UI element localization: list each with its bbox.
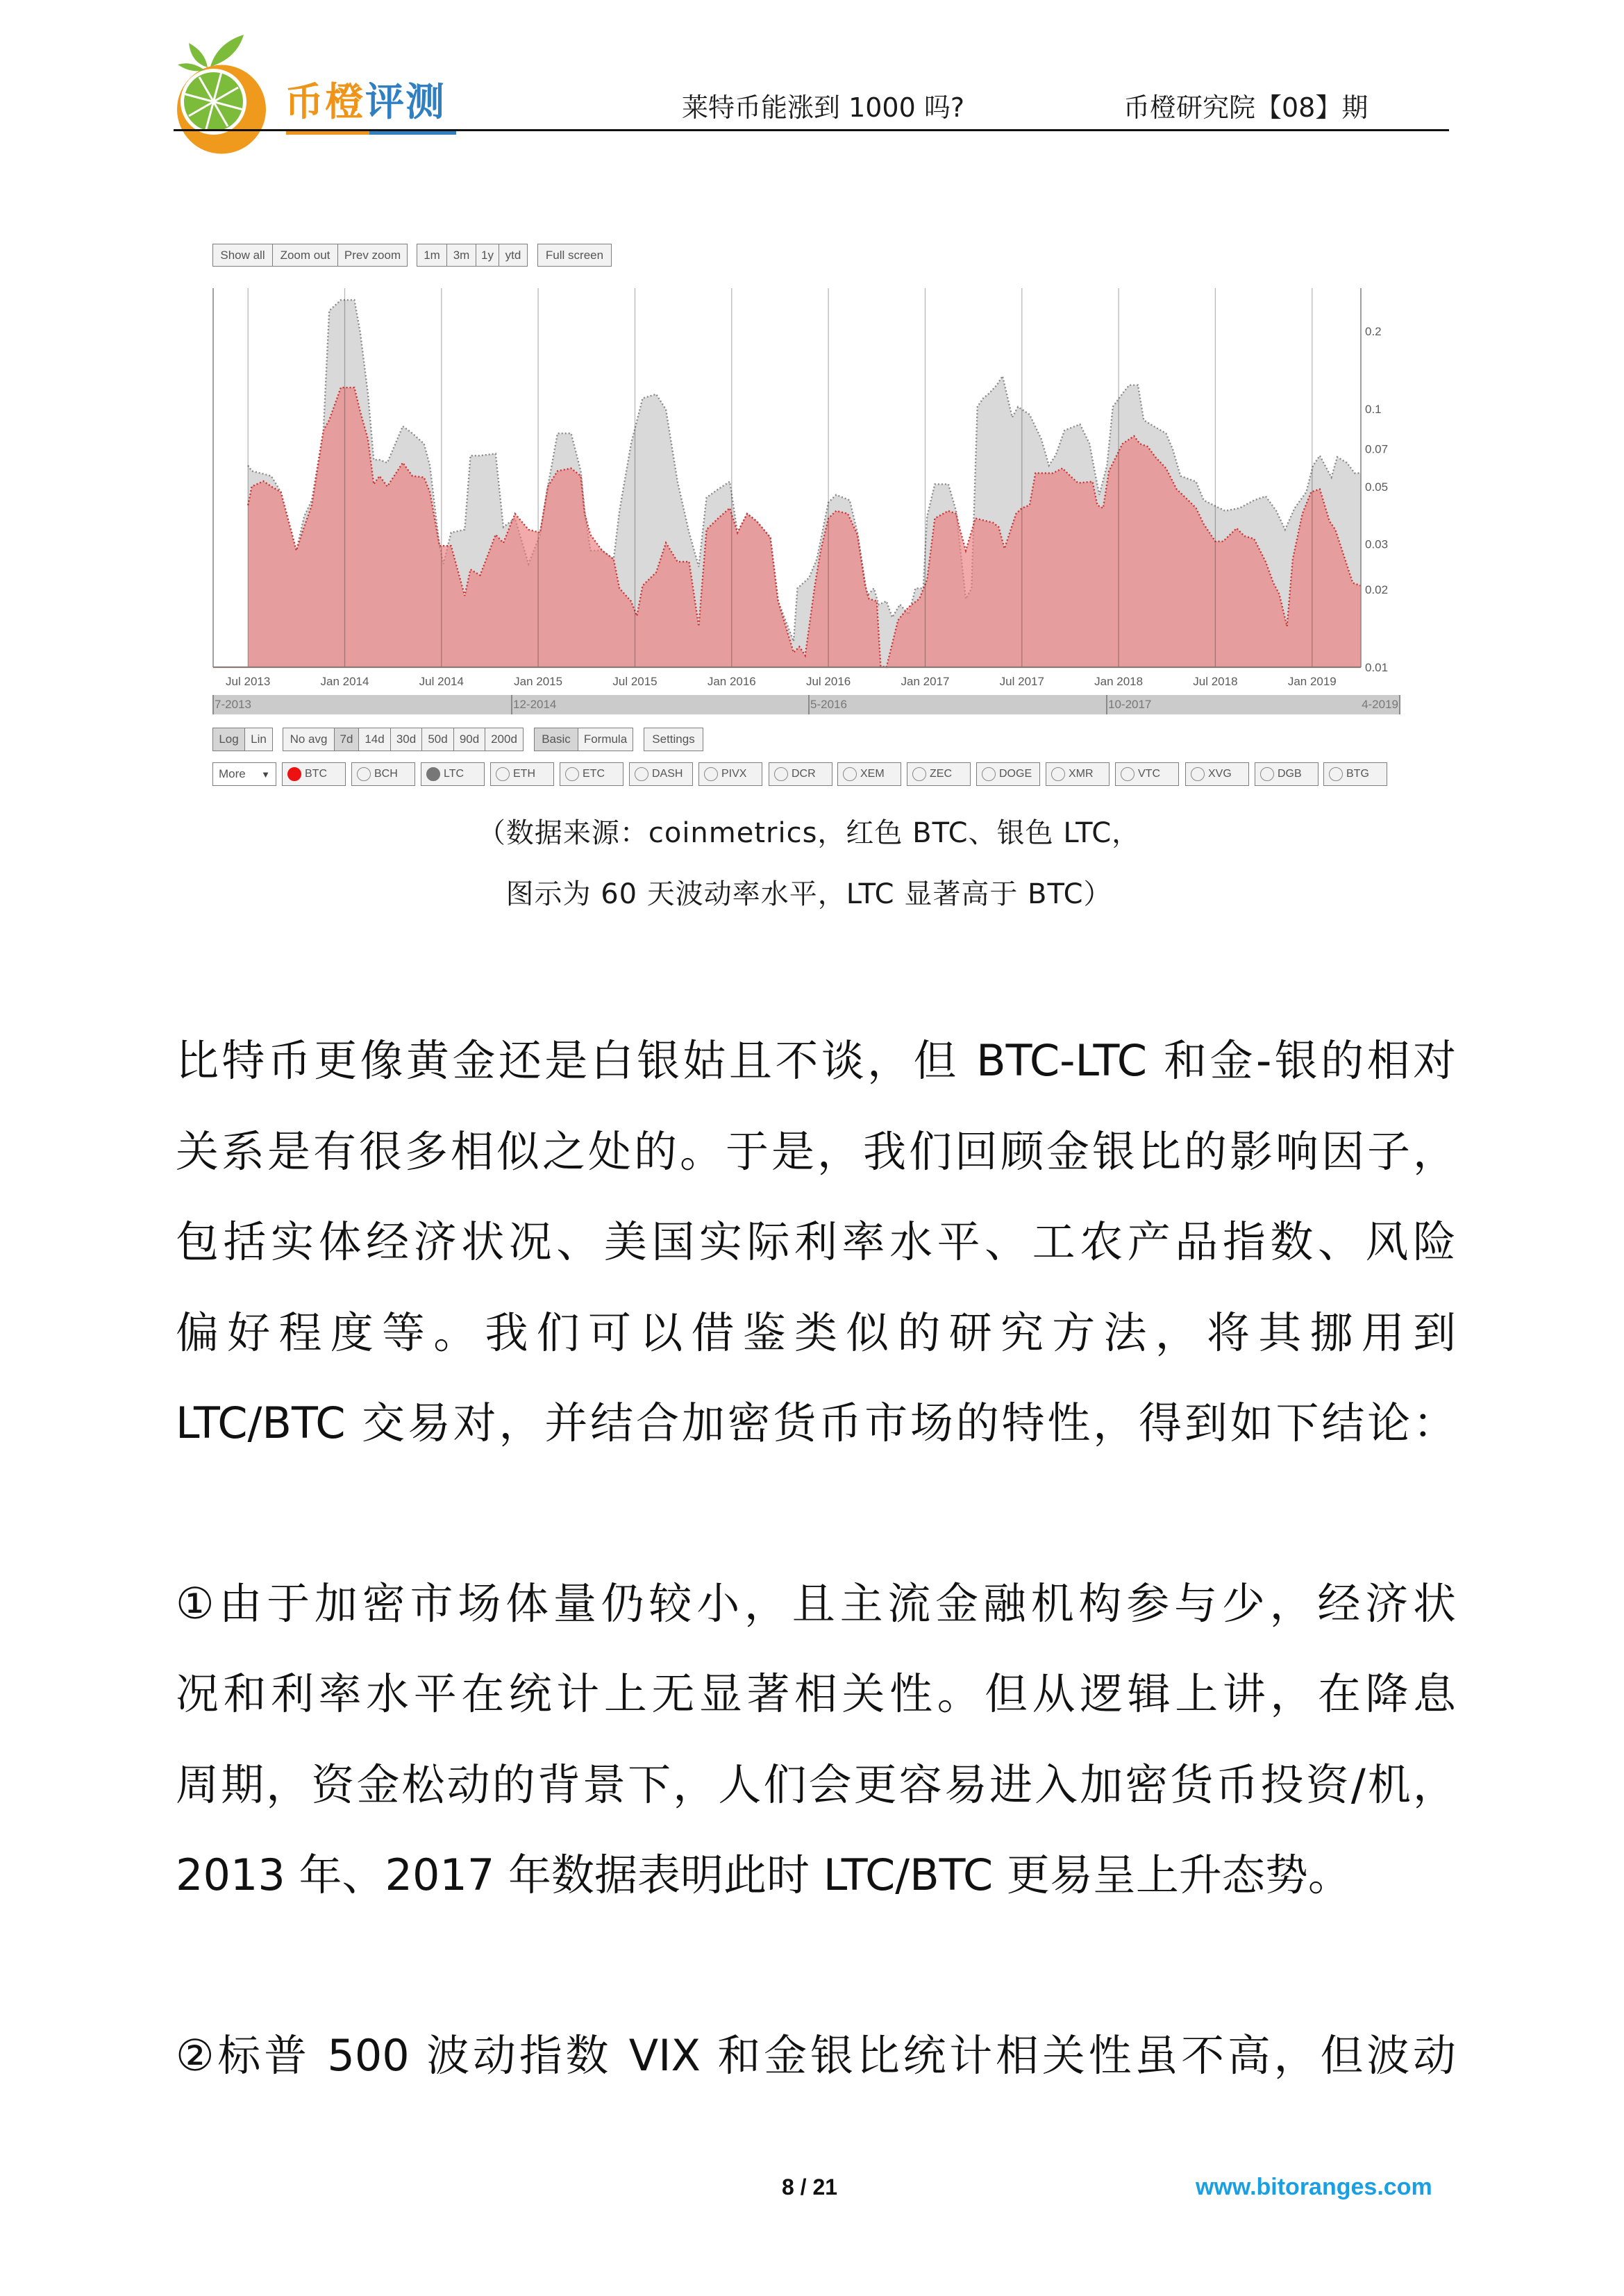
figure-caption-line-1: （数据来源：coinmetrics，红色 BTC、银色 LTC， <box>477 817 1141 849</box>
x-axis-label: Jul 2013 <box>226 675 271 688</box>
radio-dot-icon <box>1191 767 1205 781</box>
more-assets-select[interactable] <box>212 762 276 786</box>
radio-dot-icon <box>1051 767 1065 781</box>
x-axis-label: Jul 2015 <box>612 675 658 688</box>
range-1m-button[interactable]: 1m <box>424 248 440 262</box>
paragraph-line: ①由于加密市场体量仍较小，且主流金融机构参与少，经济状 <box>176 1578 1456 1629</box>
x-axis-label: Jan 2017 <box>901 675 950 688</box>
navigator-label: 12-2014 <box>513 698 557 711</box>
asset-toggle-etc[interactable] <box>560 762 623 786</box>
paragraph-line: 包括实体经济状况、美国实际利率水平、工农产品指数、风险 <box>176 1216 1456 1267</box>
zoom-out-button[interactable]: Zoom out <box>272 244 337 266</box>
brand-name-blue: 评测 <box>365 79 446 125</box>
zoom-button-group <box>212 244 408 267</box>
radio-dot-icon <box>843 767 857 781</box>
radio-dot-icon <box>635 767 648 781</box>
radio-dot-icon <box>496 767 510 781</box>
header-divider <box>174 129 1449 131</box>
y-axis-label: 0.2 <box>1365 325 1382 338</box>
y-axis-label: 0.02 <box>1365 583 1389 596</box>
paragraph-line: 况和利率水平在统计上无显著相关性。但从逻辑上讲，在降息 <box>176 1668 1456 1719</box>
paragraph-line: 偏好程度等。我们可以借鉴类似的研究方法，将其挪用到 <box>176 1307 1456 1358</box>
radio-dot-icon <box>287 767 301 781</box>
no-avg-button[interactable]: No avg <box>290 732 328 746</box>
brand-logo-text <box>285 78 446 126</box>
dropdown-arrow-icon: ▼ <box>261 769 270 780</box>
avg-30d-button[interactable]: 30d <box>390 728 421 751</box>
navigator-label: 7-2013 <box>215 698 251 711</box>
asset-label: DOGE <box>999 768 1032 780</box>
asset-toggle-btc[interactable] <box>282 762 346 786</box>
navigator-label: 4-2019 <box>1362 698 1398 711</box>
radio-dot-icon <box>912 767 926 781</box>
y-axis-label: 0.1 <box>1365 403 1382 416</box>
page-number: 8 / 21 <box>781 2175 838 2199</box>
avg-14d-button[interactable]: 14d <box>358 728 390 751</box>
avg-90d-button[interactable]: 90d <box>453 728 485 751</box>
formula-mode-button[interactable]: Formula <box>578 728 633 751</box>
x-axis-label: Jan 2015 <box>514 675 563 688</box>
navigator-label: 10-2017 <box>1108 698 1152 711</box>
radio-dot-icon <box>774 767 788 781</box>
y-axis-label: 0.03 <box>1365 537 1389 551</box>
radio-dot-icon <box>1260 767 1274 781</box>
volatility-chart-plot[interactable] <box>208 281 1416 691</box>
y-axis-label: 0.01 <box>1365 661 1389 674</box>
radio-dot-icon <box>426 767 440 781</box>
brand-underline-blue <box>369 131 456 135</box>
range-button-group <box>417 244 528 267</box>
paragraph-line: 关系是有很多相似之处的。于是，我们回顾金银比的影响因子， <box>176 1126 1456 1177</box>
asset-label: ZEC <box>930 768 952 780</box>
range-1y-button[interactable]: 1y <box>476 244 499 266</box>
prev-zoom-button[interactable]: Prev zoom <box>337 244 407 266</box>
x-axis-label: Jul 2016 <box>805 675 851 688</box>
asset-toggle-dash[interactable] <box>629 762 693 786</box>
more-select-value: More <box>219 767 246 780</box>
settings-button-group <box>644 728 703 751</box>
radio-dot-icon <box>704 767 718 781</box>
asset-toggle-bch[interactable] <box>351 762 415 786</box>
y-axis-label: 0.05 <box>1365 480 1389 494</box>
brand-underline-orange <box>286 131 369 135</box>
x-axis-label: Jan 2019 <box>1287 675 1337 688</box>
avg-50d-button[interactable]: 50d <box>421 728 453 751</box>
asset-toggle-pivx[interactable] <box>698 762 762 786</box>
radio-dot-icon <box>982 767 996 781</box>
asset-label: DGB <box>1278 768 1302 780</box>
asset-label: LTC <box>444 768 464 780</box>
radio-dot-icon <box>1329 767 1343 781</box>
navigator-label: 5-2016 <box>810 698 847 711</box>
x-axis-label: Jul 2017 <box>999 675 1044 688</box>
website-link[interactable]: www.bitoranges.com <box>1196 2174 1432 2200</box>
asset-toggle-ltc[interactable] <box>421 762 485 786</box>
paragraph-line: 2013 年、2017 年数据表明此时 LTC/BTC 更易呈上升态势。 <box>176 1850 1351 1900</box>
asset-label: XMR <box>1069 768 1094 780</box>
asset-label: ETC <box>583 768 605 780</box>
x-axis-label: Jul 2014 <box>419 675 464 688</box>
document-title: 莱特币能涨到 1000 吗? <box>682 92 965 123</box>
asset-toggle-vtc[interactable] <box>1115 762 1179 786</box>
mode-button-group <box>534 728 633 751</box>
show-all-button[interactable]: Show all <box>220 248 265 262</box>
asset-toggle-xem[interactable] <box>837 762 901 786</box>
asset-label: PIVX <box>721 768 747 780</box>
avg-200d-button[interactable]: 200d <box>485 728 523 751</box>
navigator-divider <box>808 695 810 714</box>
x-axis-label: Jan 2014 <box>320 675 369 688</box>
paragraph-line: 比特币更像黄金还是白银姑且不谈，但 BTC-LTC 和金-银的相对 <box>176 1035 1456 1086</box>
asset-label: VTC <box>1138 768 1160 780</box>
x-axis-label: Jan 2016 <box>707 675 756 688</box>
asset-label: BTC <box>305 768 327 780</box>
asset-label: XVG <box>1208 768 1232 780</box>
issue-label: 币橙研究院【08】期 <box>1123 92 1368 123</box>
navigator-divider <box>1106 695 1107 714</box>
asset-label: BTG <box>1346 768 1369 780</box>
asset-label: DASH <box>652 768 683 780</box>
radio-dot-icon <box>357 767 371 781</box>
log-scale-button[interactable]: Log <box>213 728 244 751</box>
radio-dot-icon <box>565 767 579 781</box>
avg-7d-button[interactable]: 7d <box>334 728 358 751</box>
asset-toggle-doge[interactable] <box>976 762 1040 786</box>
asset-toggle-xvg[interactable] <box>1185 762 1249 786</box>
asset-label: BCH <box>374 768 398 780</box>
basic-mode-button[interactable]: Basic <box>535 728 578 751</box>
asset-label: DCR <box>792 768 816 780</box>
x-axis-label: Jul 2018 <box>1193 675 1238 688</box>
asset-label: XEM <box>860 768 885 780</box>
orange-logo-icon <box>170 28 274 160</box>
figure-caption-line-2: 图示为 60 天波动率水平，LTC 显著高于 BTC） <box>505 878 1112 910</box>
asset-label: ETH <box>513 768 535 780</box>
range-navigator[interactable] <box>212 695 1400 714</box>
asset-toggle-eth[interactable] <box>490 762 554 786</box>
paragraph-line: LTC/BTC 交易对，并结合加密货币市场的特性，得到如下结论： <box>176 1398 1456 1448</box>
range-ytd-button[interactable]: ytd <box>499 244 527 266</box>
paragraph-line: 周期，资金松动的背景下，人们会更容易进入加密货币投资/机， <box>176 1759 1456 1810</box>
asset-toggle-zec[interactable] <box>907 762 971 786</box>
paragraph-line: ②标普 500 波动指数 VIX 和金银比统计相关性虽不高，但波动 <box>176 2030 1456 2081</box>
scale-button-group <box>212 728 273 751</box>
settings-button[interactable]: Settings <box>652 732 695 746</box>
range-3m-button[interactable]: 3m <box>446 244 476 266</box>
linear-scale-button[interactable]: Lin <box>244 728 272 751</box>
x-axis-label: Jan 2018 <box>1094 675 1144 688</box>
full-screen-button[interactable]: Full screen <box>545 248 604 262</box>
navigator-divider <box>511 695 512 714</box>
y-axis-label: 0.07 <box>1365 442 1389 456</box>
asset-toggle-btg[interactable] <box>1323 762 1387 786</box>
asset-toggle-dcr[interactable] <box>769 762 832 786</box>
radio-dot-icon <box>1121 767 1135 781</box>
asset-toggle-dgb[interactable] <box>1255 762 1319 786</box>
asset-toggle-xmr[interactable] <box>1046 762 1110 786</box>
averaging-button-group <box>283 728 524 751</box>
fullscreen-button-group <box>537 244 612 267</box>
brand-name-orange: 币橙 <box>285 79 365 125</box>
